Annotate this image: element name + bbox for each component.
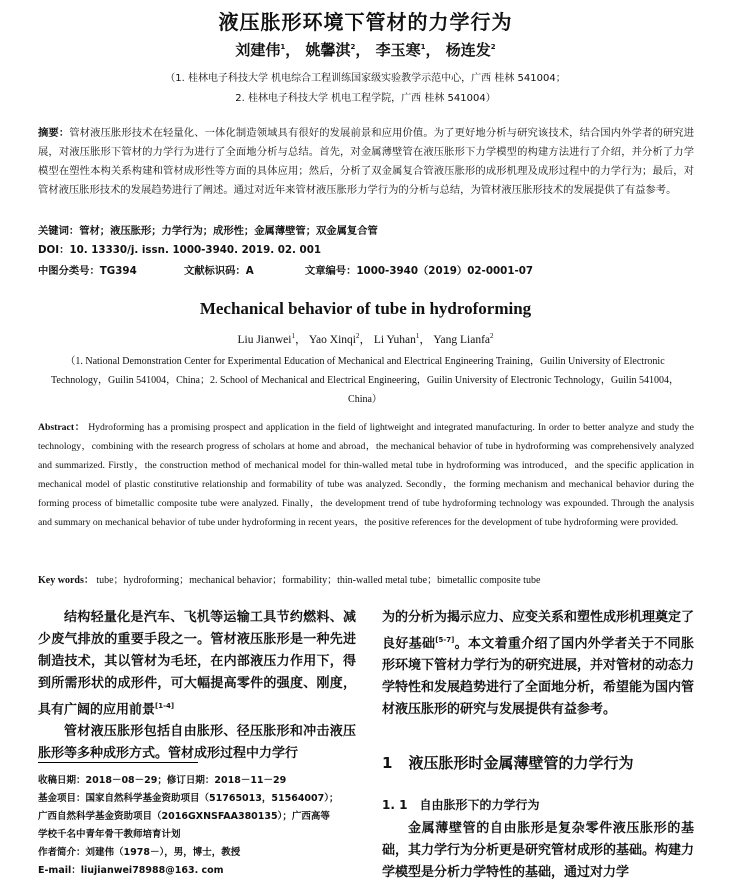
- footnote-fund: 学校千名中青年骨干教师培育计划: [38, 829, 181, 840]
- abstract-en-text: Hydroforming has a promising prospect and application in the field of lightweight and integrated manufacturing. In order to better analyze and study the technology，combining with the research progress of scholars at home and abroad，the mechanical behavior of tube in hydroforming was comprehensively analyzed and summarized. Firstly，the construction method of mechanical model for thin-walled metal tube in hydroforming was introduced，and the specific application in mechanical model of plastic constitutive relationship and formability of tube was analyzed. Secondly，the forming mechanism and mechanical behavior during the forming process of bimetallic composite tube were analyzed. Finally，the development trend of tube hydroforming technology was expounded. Through the analysis and summary on mechanical behavior of tube under hydroforming in recent years，the positive references for the development of tube hydroforming were provided.: [38, 422, 694, 529]
- paper-title-cn: 液压胀形环境下管材的力学行为: [218, 10, 513, 34]
- doc-code-label: 文献标识码：: [183, 265, 246, 277]
- author-sup: 1: [280, 43, 286, 51]
- abstract-cn-text: 管材液压胀形技术在轻量化、一体化制造领域具有很好的发展前景和应用价值。为了更好地分析与研究该技术，结合国内外学者的研究进展，对液压胀形下管材的力学行为进行了全面地分析与总结。首先，对金属薄壁管在液压胀形下力学模型的构建方法进行了介绍，并分析了力学模型在塑性本构关系构建和管材成形性等方面的具体应用；然后，分析了双金属复合管液压胀形的成形机理及成形过程中的力学行为；最后，对管材液压胀形技术的发展趋势进行了阐述。通过对近年来管材液压胀形力学行为的分析与总结，为管材液压胀形技术的发展提供了有益参考。: [38, 127, 695, 196]
- body-right-column-2: [382, 818, 694, 884]
- body-paragraph: [38, 721, 356, 765]
- author-en: Li Yuhan: [373, 334, 416, 346]
- keywords-en: [38, 571, 694, 586]
- clc-value: TG394: [99, 265, 137, 277]
- body-text: 。本文着重介绍了国内外学者关于不同胀形环境下管材力学行为的研究进展，并对管材的动态力学特性和发展趋势进行了全面地分析，希望能为国内管材液压胀形的研究与发展提供有益参考。: [382, 636, 695, 718]
- authors-en: Liu Jianwei$^1$， Yao Xinqi$^2$， Li Yuhan$^1$， Yang Lianfa$^2$: [237, 332, 494, 346]
- body-left-column: [38, 607, 356, 765]
- author-sup: 2: [350, 43, 356, 51]
- body-text: 金属薄壁管的自由胀形是复杂零件液压胀形的基础，其力学行为分析更是研究管材成形的基础。构建力学模型是分析力学特性的基础，通过对力学: [382, 821, 695, 880]
- footnote-fund: 基金项目：国家自然科学基金资助项目（51765013，51564007）；: [38, 793, 339, 804]
- author-cn: 姚馨淇: [305, 41, 351, 59]
- section-title: 自由胀形下的力学行为: [419, 798, 540, 812]
- author-en: Liu Jianwei: [237, 334, 292, 346]
- body-text: 结构轻量化是汽车、飞机等运输工具节约燃料、减少废气排放的重要手段之一。管材液压胀形是一种先进制造技术，其以管材为毛坯，在内部液压力作用下，得到所需形状的成形件，可大幅提高零件的强度、刚度，具有广阔的应用前景: [38, 610, 356, 718]
- section-heading-1-1: [382, 796, 539, 813]
- article-no-label: 文章编号：: [304, 265, 357, 277]
- author-sup: 1: [291, 332, 295, 341]
- body-text: 为的分析为揭示应力、应变关系和塑性成形机理奠定了良好基础: [382, 610, 695, 652]
- footnote-author: 作者简介：刘建伟（1978－），男，博士，教授: [38, 847, 241, 858]
- author-en: Yao Xinqi: [308, 334, 356, 346]
- footnotes: [38, 772, 358, 880]
- section-heading-1: [382, 752, 633, 773]
- footnote-rule: [38, 762, 198, 763]
- abstract-en-label: Abstract：: [38, 422, 86, 433]
- classification-line: [38, 262, 694, 277]
- body-text: 管材液压胀形包括自由胀形、径压胀形和冲击液压胀形等多种成形方式。管材成形过程中力学行: [38, 724, 356, 762]
- keywords-en-text: tube；hydroforming；mechanical behavior；formability；thin-walled metal tube；bimetallic composite tube: [96, 575, 541, 586]
- author-sup: 1: [420, 43, 426, 51]
- doc-code-value: A: [245, 265, 254, 277]
- affiliation-cn-1: （1. 桂林电子科技大学 机电综合工程训练国家级实验教学示范中心，广西 桂林 541004；: [165, 73, 566, 84]
- keywords-en-label: Key words：: [38, 575, 94, 586]
- section-number: 1. 1: [382, 798, 408, 812]
- footnote-received: 收稿日期：2018－08－29；修订日期：2018－11－29: [38, 775, 287, 786]
- author-sup: 2: [355, 332, 360, 341]
- author-sup: 1: [415, 332, 420, 341]
- footnote-fund: 广西自然科学基金资助项目（2016GXNSFAA380135）；广西高等: [38, 811, 330, 822]
- abstract-cn-label: 摘要：: [38, 127, 70, 139]
- affiliation-cn-2: 2. 桂林电子科技大学 机电工程学院，广西 桂林 541004）: [235, 93, 496, 104]
- author-sup: 2: [490, 332, 494, 341]
- citation[interactable]: [5-7]: [435, 636, 455, 644]
- keywords-cn-text: 管材；液压胀形；力学行为；成形性；金属薄壁管；双金属复合管: [79, 225, 378, 237]
- keywords-cn-label: 关键词：: [38, 225, 80, 237]
- article-no-value: 1000-3940（2019）02-0001-07: [356, 265, 534, 277]
- affiliation-en: （1. National Demonstration Center for Experimental Education of Mechanical and Electrical Engineering Training，Guilin University of Electronic Technology，Guilin 541004，China；2. School of Mechanical and Electrical Engineering，Guilin University of Electronic Technology，Guilin 541004，China）: [50, 356, 679, 405]
- abstract-en: [38, 418, 694, 533]
- abstract-cn: [38, 124, 694, 200]
- citation[interactable]: [1-4]: [155, 702, 175, 710]
- body-paragraph: [382, 818, 694, 884]
- author-en: Yang Lianfa: [433, 334, 491, 346]
- author-sup: 2: [490, 43, 496, 51]
- body-paragraph: [38, 607, 356, 721]
- clc-label: 中图分类号：: [38, 265, 100, 277]
- section-title: 液压胀形时金属薄壁管的力学行为: [408, 754, 634, 772]
- keywords-cn: [38, 222, 694, 237]
- doi: [38, 241, 694, 256]
- author-cn: 刘建伟: [235, 41, 281, 59]
- footnote-email[interactable]: E-mail：liujianwei78988@163. com: [38, 865, 224, 876]
- body-right-column: [382, 607, 694, 721]
- author-cn: 李玉寒: [375, 41, 421, 59]
- doi-value[interactable]: 10. 13330/j. issn. 1000-3940. 2019. 02. 001: [69, 244, 322, 256]
- body-paragraph: [382, 607, 694, 721]
- authors-cn: 刘建伟$^1$， 姚馨淇$^2$， 李玉寒$^1$， 杨连发$^2$: [235, 41, 496, 59]
- author-cn: 杨连发: [445, 41, 491, 59]
- section-number: 1: [382, 754, 393, 772]
- doi-label: DOI：: [38, 244, 70, 256]
- paper-title-en: Mechanical behavior of tube in hydroforming: [199, 299, 532, 318]
